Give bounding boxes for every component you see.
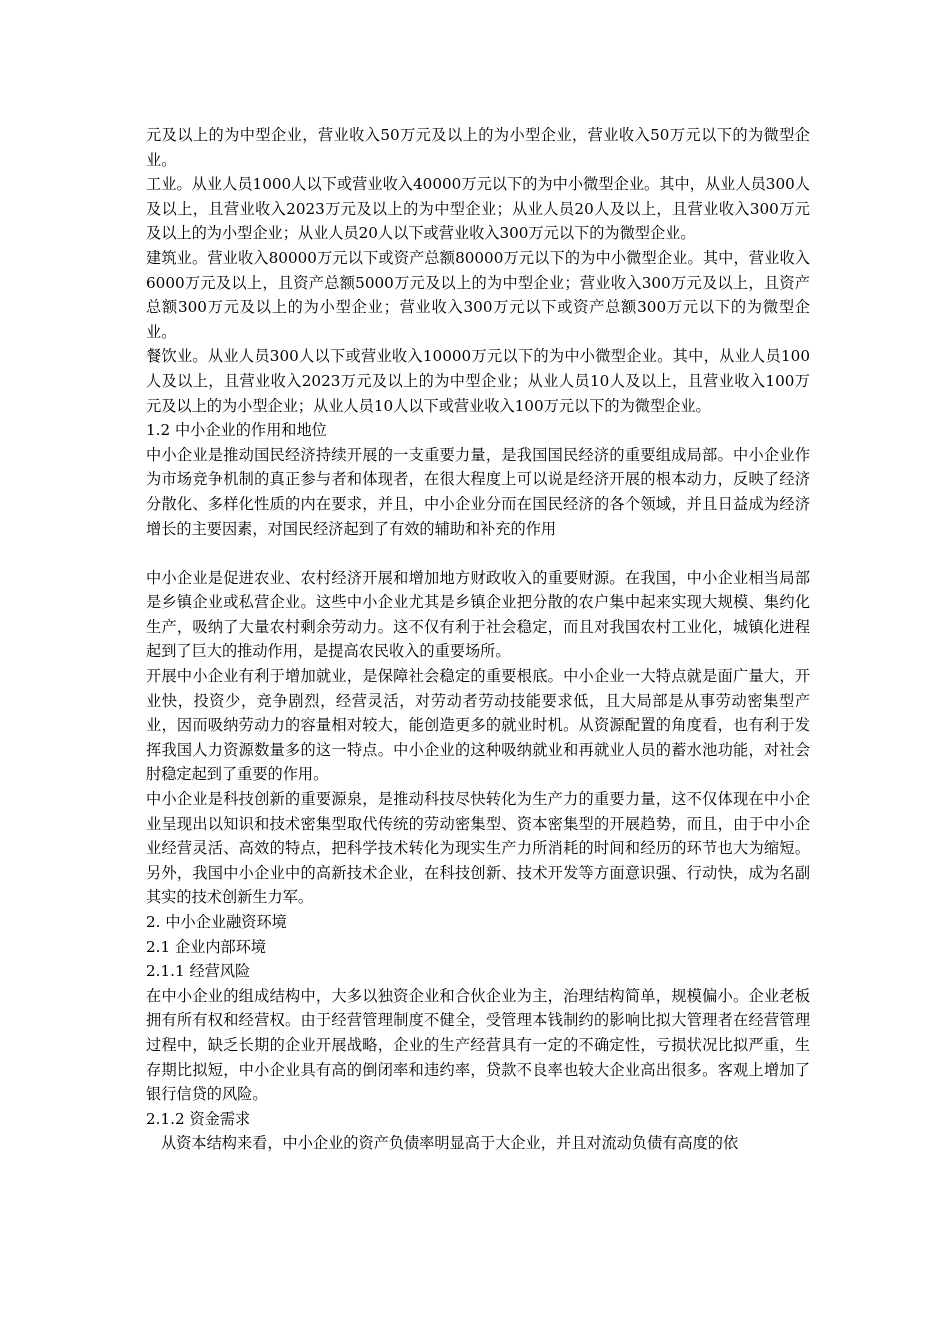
paragraph-catering: 餐饮业。从业人员300人以下或营业收入10000万元以下的为中小微型企业。其中，从业人员100人及以上，且营业收入2023万元及以上的为中型企业；从业人员10人及以上，且营业收入100万元及以上的为小型企业；从业人员10人以下或营业收入100万元以下的为微型企业。 <box>146 347 810 415</box>
paragraph-construction: 建筑业。营业收入80000万元以下或资产总额80000万元以下的为中小微型企业。其中，营业收入6000万元及以上，且资产总额5000万元及以上的为中型企业；营业收入300万元及以上，且资产总额300万元及以上的为小型企业；营业收入300万元以下或资产总额300万元以下的为微型企业。 <box>146 248 810 341</box>
paragraph-employment: 开展中小企业有利于增加就业，是保障社会稳定的重要根底。中小企业一大特点就是面广量大，开业快，投资少，竞争剧烈，经营灵活，对劳动者劳动技能要求低，且大局部是从事劳动密集型产业，因而吸纳劳动力的容量相对较大，能创造更多的就业时机。从资源配置的角度看，也有利于发挥我国人力资源数量多的这一特点。中小企业的这种吸纳就业和再就业人员的蓄水池功能，对社会肘稳定起到了重要的作用。 <box>146 667 810 784</box>
document-body <box>146 123 810 1156</box>
paragraph-role-importance: 中小企业是推动国民经济持续开展的一支重要力量，是我国国民经济的重要组成局部。中小企业作为市场竞争机制的真正参与者和体现者，在很大程度上可以说是经济开展的根本动力，反映了经济分散化、多样化性质的内在要求，并且，中小企业分而在国民经济的各个领域，并且日益成为经济增长的主要因素，对国民经济起到了有效的辅助和补充的作用 <box>146 445 810 538</box>
paragraph-medium-enterprise-tail: 元及以上的为中型企业，营业收入50万元及以上的为小型企业，营业收入50万元以下的为微型企业。 <box>146 126 810 169</box>
paragraph-innovation: 中小企业是科技创新的重要源泉，是推动科技尽快转化为生产力的重要力量，这不仅体现在中小企业呈现出以知识和技术密集型取代传统的劳动密集型、资本密集型的开展趋势，而且，由于中小企业经营灵活、高效的特点，把科学技术转化为现实生产力所消耗的时间和经历的环节也大为缩短。另外，我国中小企业中的高新技术企业，在科技创新、技术开发等方面意识强、行动快，成为名副其实的技术创新生力军。 <box>146 790 810 907</box>
heading-2: 2. 中小企业融资环境 <box>146 913 287 931</box>
paragraph-operating-risk: 在中小企业的组成结构中，大多以独资企业和合伙企业为主，治理结构简单，规模偏小。企业老板拥有所有权和经营权。由于经营管理制度不健全，受管理本钱制约的影响比拟大管理者在经营管理过程中，缺乏长期的企业开展战略，企业的生产经营具有一定的不确定性，亏损状况比拟严重，生存期比拟短，中小企业具有高的倒闭率和违约率，贷款不良率也较大企业高出很多。客观上增加了银行信贷的风险。 <box>146 986 810 1104</box>
paragraph-rural-economy: 中小企业是促进农业、农村经济开展和增加地方财政收入的重要财源。在我国，中小企业相当局部是乡镇企业或私营企业。这些中小企业尤其是乡镇企业把分散的农户集中起来实现大规模、集约化生产，吸纳了大量农村剩余劳动力。这不仅有利于社会稳定，而且对我国农村工业化，城镇化进程起到了巨大的推动作用，是提高农民收入的重要场所。 <box>146 568 810 661</box>
heading-2-1: 2.1 企业内部环境 <box>146 937 267 956</box>
heading-1-2: 1.2 中小企业的作用和地位 <box>146 421 327 440</box>
heading-2-1-1: 2.1.1 经营风险 <box>146 962 251 981</box>
blank-line <box>146 541 810 566</box>
paragraph-capital-structure: 从资本结构来看，中小企业的资产负债率明显高于大企业，并且对流动负债有高度的依 <box>161 1134 739 1153</box>
heading-2-1-2: 2.1.2 资金需求 <box>146 1109 251 1128</box>
paragraph-industry: 工业。从业人员1000人以下或营业收入40000万元以下的为中小微型企业。其中，从业人员300人及以上，且营业收入2023万元及以上的为中型企业；从业人员20人及以上，且营业收入300万元及以上的为小型企业；从业人员20人以下或营业收入300万元以下的为微型企业。 <box>146 175 810 243</box>
